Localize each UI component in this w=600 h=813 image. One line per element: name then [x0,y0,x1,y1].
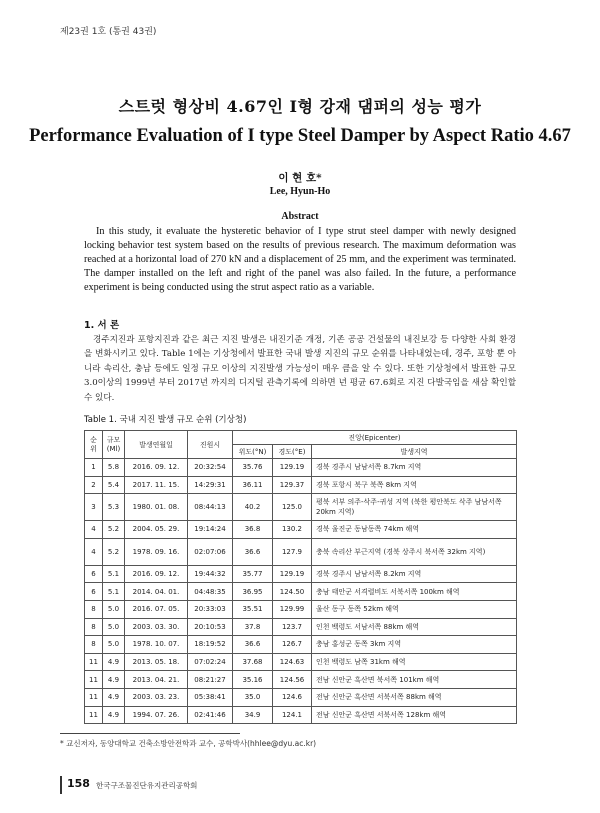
cell-time: 05:38:41 [188,688,233,706]
cell-time: 20:10:53 [188,618,233,636]
cell-location: 경북 경주시 남남서쪽 8.7km 지역 [312,459,517,477]
abstract-text: In this study, it evaluate the hysteretic behavior of I type strut steel damper with newly designed locking behavior test system based on the results of previous research. The maximum deformation was reached at a horizontal load of 270 kN and a displacement of 25 mm, and the experiment was terminated. The damper installed on the left and right of the panel was also failed. In the future, a performance experiment is being conducted using the strut aspect ratio as a variable. [84,226,516,293]
footnote-divider [60,733,240,734]
cell-longitude: 124.6 [273,688,312,706]
table-row [85,618,517,636]
cell-date: 1994. 07. 26. [125,706,188,724]
cell-time: 18:19:52 [188,636,233,654]
author-english: Lee, Hyun-Ho [269,186,331,197]
cell-rank: 11 [85,671,103,689]
cell-magnitude: 5.8 [103,459,125,477]
header-longitude: 경도(°E) [273,445,312,459]
cell-rank: 8 [85,618,103,636]
cell-date: 2013. 04. 21. [125,671,188,689]
cell-magnitude: 5.2 [103,521,125,539]
table-row [85,671,517,689]
cell-longitude: 124.56 [273,671,312,689]
cell-magnitude: 4.9 [103,671,125,689]
page-number: 158 [67,777,90,790]
cell-latitude: 40.2 [233,494,273,521]
cell-location: 울산 동구 동쪽 52km 해역 [312,600,517,618]
cell-date: 2016. 07. 05. [125,600,188,618]
cell-location: 전남 신안군 흑산면 서북서쪽 128km 해역 [312,706,517,724]
header-date: 발생연월일 [125,431,188,459]
cell-rank: 8 [85,636,103,654]
cell-location: 인천 백령도 남쪽 31km 해역 [312,653,517,671]
cell-date: 2004. 05. 29. [125,521,188,539]
cell-longitude: 125.0 [273,494,312,521]
cell-magnitude: 4.9 [103,653,125,671]
table-row [85,521,517,539]
title-english: Performance Evaluation of I type Steel Damper by Aspect Ratio 4.67 [29,126,571,146]
cell-date: 2017. 11. 15. [125,476,188,494]
cell-date: 2013. 05. 18. [125,653,188,671]
cell-magnitude: 5.1 [103,565,125,583]
table-row [85,706,517,724]
cell-rank: 6 [85,583,103,601]
header-magnitude: 규모 (Ml) [103,431,125,459]
cell-time: 19:14:24 [188,521,233,539]
cell-latitude: 35.0 [233,688,273,706]
cell-longitude: 129.19 [273,459,312,477]
header-rank: 순위 [85,431,103,459]
cell-magnitude: 5.0 [103,618,125,636]
table-row [85,459,517,477]
cell-rank: 6 [85,565,103,583]
cell-rank: 4 [85,521,103,539]
footnote: * 교신저자, 동양대학교 건축소방안전학과 교수, 공학박사(hhlee@dyu.ac.kr) [60,739,317,748]
cell-magnitude: 5.4 [103,476,125,494]
cell-magnitude: 4.9 [103,706,125,724]
cell-date: 1980. 01. 08. [125,494,188,521]
cell-latitude: 34.9 [233,706,273,724]
table-caption: Table 1. 국내 지진 발생 규모 순위 (기상청) [84,415,247,425]
cell-date: 2016. 09. 12. [125,565,188,583]
cell-magnitude: 5.1 [103,583,125,601]
cell-magnitude: 4.9 [103,688,125,706]
section-text-introduction: 경주지진과 포항지진과 같은 최근 지진 발생은 내진기준 개정, 기존 공공 건설물의 내진보강 등 다양한 사회 환경을 변화시키고 있다. Table 1에는 기상청에서 발표한 국내 발생 지진의 규모 순위를 나타내었는데, 경주, 포항 뿐 아니라 속리산, 충남 등에도 일정 규모 이상의 지진발생 가능성이 매우 큼을 알 수 있다. 또한 기상청에서 발표한 규모 3.0이상의 1999년 부터 2017년 까지의 디지털 관측기록에 의하면 년 평균 67.6회로 지진 다발국임을 새삼 확인할 수 있다. [84,335,516,403]
header-latitude: 위도(°N) [233,445,273,459]
running-head: 제23권 1호 (통권 43권) [60,27,157,37]
table-row [85,494,517,521]
cell-latitude: 36.6 [233,636,273,654]
cell-longitude: 124.63 [273,653,312,671]
table-row [85,688,517,706]
header-epicenter: 진앙(Epicenter) [233,431,517,445]
cell-time: 02:41:46 [188,706,233,724]
header-location: 발생지역 [312,445,517,459]
cell-longitude: 124.1 [273,706,312,724]
title-korean: 스트럿 형상비 4.67인 I형 강재 댐퍼의 성능 평가 [118,97,482,116]
section-heading-introduction: 1. 서 론 [84,320,120,331]
cell-location: 충남 홍성군 동쪽 3km 지역 [312,636,517,654]
cell-date: 2003. 03. 23. [125,688,188,706]
cell-date: 2016. 09. 12. [125,459,188,477]
cell-time: 02:07:06 [188,538,233,565]
cell-magnitude: 5.0 [103,600,125,618]
cell-time: 04:48:35 [188,583,233,601]
cell-time: 19:44:32 [188,565,233,583]
table-row [85,565,517,583]
cell-time: 20:32:54 [188,459,233,477]
cell-time: 08:44:13 [188,494,233,521]
cell-location: 평북 서부 의주-삭주-귀성 지역 (북한 평안북도 삭주 남남서쪽 20km 지역) [312,494,517,521]
cell-latitude: 35.51 [233,600,273,618]
cell-latitude: 36.6 [233,538,273,565]
cell-latitude: 35.16 [233,671,273,689]
cell-date: 1978. 10. 07. [125,636,188,654]
cell-date: 2014. 04. 01. [125,583,188,601]
cell-time: 20:33:03 [188,600,233,618]
cell-location: 경북 울진군 동남동쪽 74km 해역 [312,521,517,539]
cell-latitude: 37.8 [233,618,273,636]
cell-latitude: 36.95 [233,583,273,601]
cell-latitude: 36.11 [233,476,273,494]
table-row [85,600,517,618]
cell-magnitude: 5.2 [103,538,125,565]
cell-rank: 2 [85,476,103,494]
cell-rank: 11 [85,653,103,671]
earthquake-table [84,430,517,724]
cell-longitude: 123.7 [273,618,312,636]
cell-longitude: 126.7 [273,636,312,654]
cell-latitude: 36.8 [233,521,273,539]
cell-latitude: 35.77 [233,565,273,583]
cell-latitude: 37.68 [233,653,273,671]
cell-rank: 4 [85,538,103,565]
abstract-heading: Abstract [281,211,319,222]
cell-location: 전남 신안군 흑산면 북서쪽 101km 해역 [312,671,517,689]
cell-longitude: 129.99 [273,600,312,618]
table-body [85,459,517,724]
cell-magnitude: 5.3 [103,494,125,521]
cell-location: 충남 태안군 서격렬비도 서북서쪽 100km 해역 [312,583,517,601]
cell-longitude: 130.2 [273,521,312,539]
cell-longitude: 124.50 [273,583,312,601]
cell-location: 경북 포항시 북구 북쪽 8km 지역 [312,476,517,494]
cell-date: 2003. 03. 30. [125,618,188,636]
cell-rank: 1 [85,459,103,477]
cell-rank: 3 [85,494,103,521]
cell-rank: 8 [85,600,103,618]
header-time: 진원시 [188,431,233,459]
cell-longitude: 129.37 [273,476,312,494]
cell-time: 07:02:24 [188,653,233,671]
table-row [85,476,517,494]
cell-date: 1978. 09. 16. [125,538,188,565]
table-row [85,636,517,654]
cell-location: 충북 속리산 부근지역 (경북 상주시 북서쪽 32km 지역) [312,538,517,565]
page-number-bar [60,776,62,794]
cell-rank: 11 [85,706,103,724]
cell-time: 08:21:27 [188,671,233,689]
cell-location: 전남 신안군 흑산면 서북서쪽 88km 해역 [312,688,517,706]
cell-longitude: 127.9 [273,538,312,565]
table-row [85,538,517,565]
table-row [85,583,517,601]
cell-location: 경북 경주시 남남서쪽 8.2km 지역 [312,565,517,583]
cell-location: 인천 백령도 서남서쪽 88km 해역 [312,618,517,636]
cell-magnitude: 5.0 [103,636,125,654]
cell-rank: 11 [85,688,103,706]
table-row [85,653,517,671]
cell-longitude: 129.19 [273,565,312,583]
cell-time: 14:29:31 [188,476,233,494]
cell-latitude: 35.76 [233,459,273,477]
author-korean: 이 현 호* [278,172,322,184]
journal-name: 한국구조물진단유지관리공학회 [96,781,198,790]
